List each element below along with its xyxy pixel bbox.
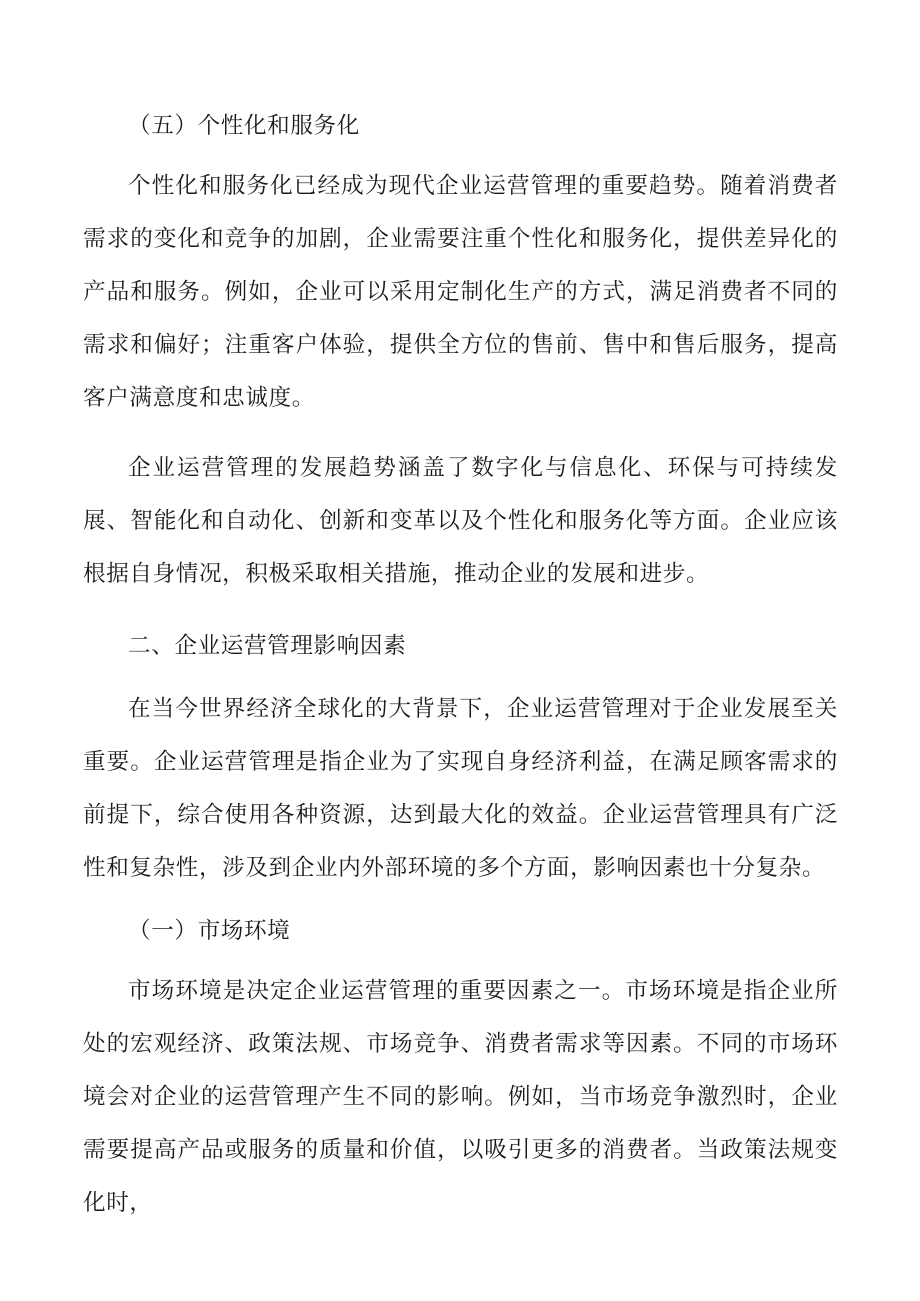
paragraph-market-environment: 市场环境是决定企业运营管理的重要因素之一。市场环境是指企业所处的宏观经济、政策法规、市场竞争、消费者需求等因素。不同的市场环境会对企业的运营管理产生不同的影响。例如，当市场竞争激烈时，企业需要提高产品或服务的质量和价值，以吸引更多的消费者。当政策法规变化时， — [83, 978, 838, 1216]
subheading-market-environment: （一）市场环境 — [128, 918, 291, 944]
paragraph-influencing-factors-intro: 在当今世界经济全球化的大背景下，企业运营管理对于企业发展至关重要。企业运营管理是指企业为了实现自身经济利益，在满足顾客需求的前提下，综合使用各种资源，达到最大化的效益。企业运营管理具有广泛性和复杂性，涉及到企业内外部环境的多个方面，影响因素也十分复杂。 — [83, 696, 838, 881]
subheading-personalization-service: （五）个性化和服务化 — [128, 113, 360, 139]
paragraph-personalization-trend: 个性化和服务化已经成为现代企业运营管理的重要趋势。随着消费者需求的变化和竞争的加剧，企业需要注重个性化和服务化，提供差异化的产品和服务。例如，企业可以采用定制化生产的方式，满足消费者不同的需求和偏好；注重客户体验，提供全方位的售前、售中和售后服务，提高客户满意度和忠诚度。 — [83, 173, 838, 411]
section-heading-influencing-factors: 二、企业运营管理影响因素 — [128, 633, 407, 659]
paragraph-development-trends-summary: 企业运营管理的发展趋势涵盖了数字化与信息化、环保与可持续发展、智能化和自动化、创新和变革以及个性化和服务化等方面。企业应该根据自身情况，积极采取相关措施，推动企业的发展和进步。 — [83, 455, 838, 587]
